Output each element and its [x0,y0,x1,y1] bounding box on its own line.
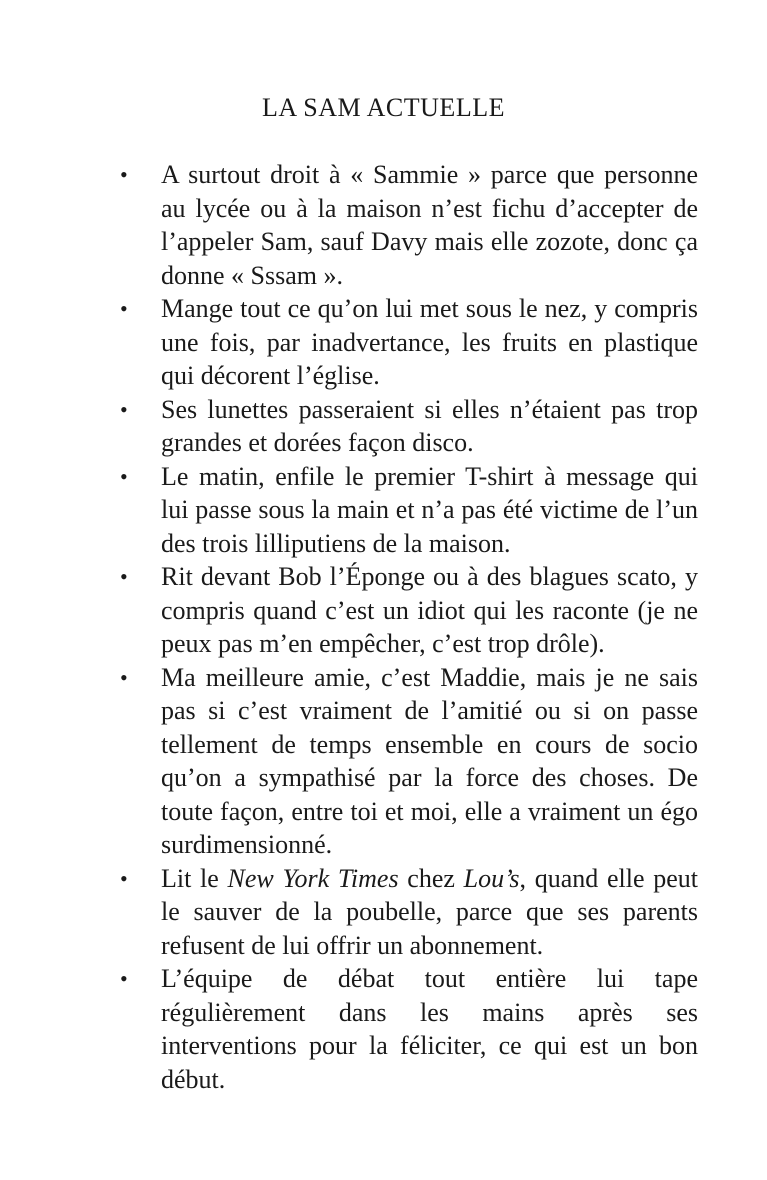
list-item-text [161,864,698,960]
list-item-text: Rit devant Bob l’Éponge ou à des blagues scato, y compris quand c’est un idiot qui les raconte (je ne peux pas m’en empêcher, c’est trop drôle). [161,562,698,658]
bullet-icon: • [120,396,128,422]
list-item [118,560,698,661]
bullet-icon: • [120,162,128,187]
list-item [118,393,698,460]
bullet-icon: • [120,664,128,690]
bullet-icon: • [120,865,128,891]
list-item-text: Le matin, enfile le premier T-shirt à message qui lui passe sous la main et n’a pas été victime de l’un des trois lilliputiens de la maison. [161,461,698,558]
list-item [118,460,698,561]
list-item-text: Ma meilleure amie, c’est Maddie, mais je ne sais pas si c’est vraiment de l’amitié ou si on passe tellement de temps ensemble en cours de socio qu’on a sympathisé par la force des choses. De toute façon, entre toi et moi, elle a vraiment un égo surdimensionné. [161,662,698,859]
list-item [118,158,698,292]
list-item-text: Ses lunettes passeraient si elles n’étaient pas trop grandes et dorées façon disco. [161,394,698,457]
italic-title-store: Lou’s [463,863,520,893]
list-item [118,292,698,393]
chapter-title: LA SAM ACTUELLE [262,93,505,122]
list-item [118,862,698,963]
text-segment: Lit le [161,863,228,893]
list-item [118,661,698,862]
list-item [118,962,698,1096]
italic-title-newspaper: New York Times [227,863,399,893]
list-item-text: Mange tout ce qu’on lui met sous le nez, y compris une fois, par inadvertance, les fruits en plastique qui décorent l’église. [161,294,698,390]
list-item-text: L’équipe de débat tout entière lui tape régulièrement dans les mains après ses interventions pour la féliciter, ce qui est un bon début. [161,964,698,1094]
text-segment: chez [398,863,464,893]
list-item-text: A surtout droit à « Sammie » parce que personne au lycée ou à la maison n’est fichu d’accepter de l’appeler Sam, sauf Davy mais elle zozote, donc ça donne « Sssam ». [161,160,698,290]
bullet-icon: • [120,564,128,589]
bullet-icon: • [120,966,128,991]
bullet-icon: • [120,296,128,321]
bullet-icon: • [120,463,128,489]
bullet-list [118,158,698,1096]
text-segment: , quand elle peut le sauver de la poubelle, parce que ses parents refusent de lui offrir un abonnement. [161,863,698,960]
